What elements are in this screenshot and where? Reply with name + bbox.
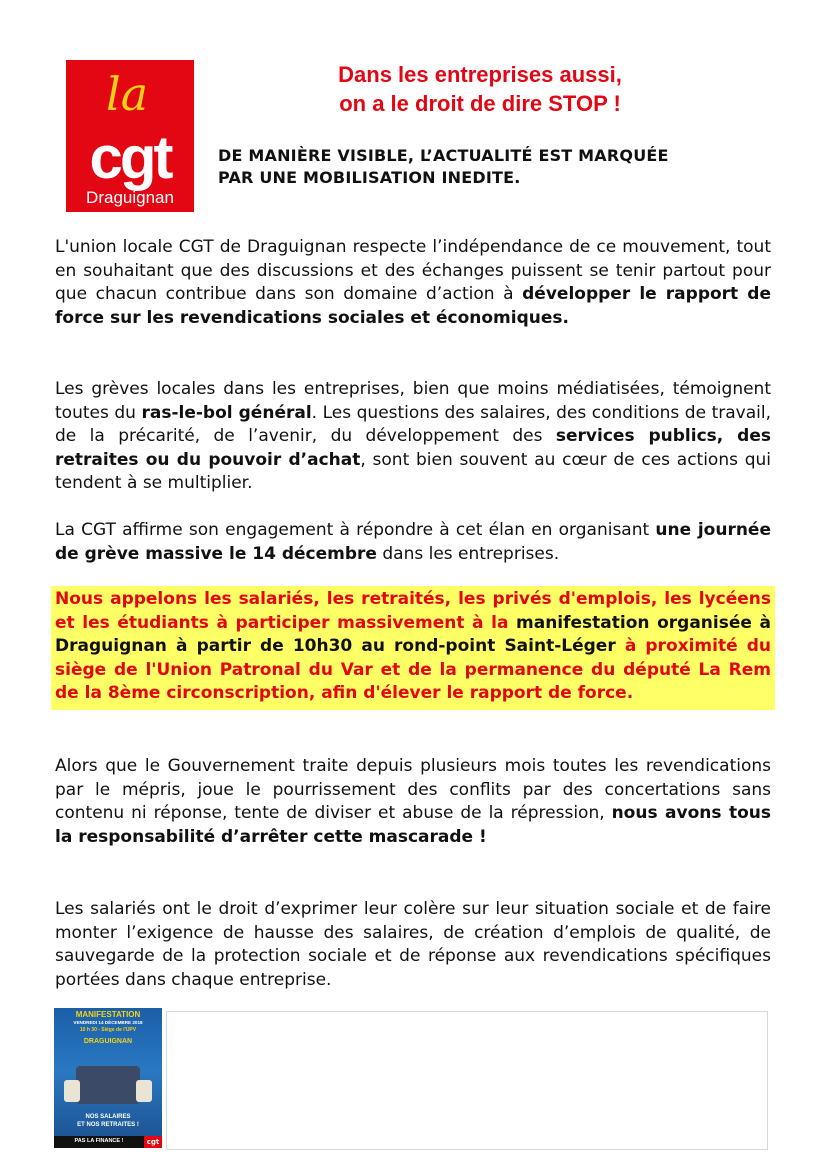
logo-acronym: cgt bbox=[89, 124, 171, 191]
p6-text: Les salariés ont le droit d’exprimer leur colère sur leur situation sociale et de faire monter l’exigence de hausse des salaires, de création d’emplois de qualité, de sauvegarde de la protection sociale et de réponse aux revendications spécifiques portées dans chaque entreprise. bbox=[55, 899, 771, 990]
poster-footer: PAS LA FINANCE ! bbox=[74, 1138, 124, 1144]
p5-bold: nous avons tous la responsabilité d’arrêter cette mascarade ! bbox=[55, 803, 771, 847]
p2-text-2: . Les questions des salaires, des conditions de travail, de la précarité, de l’avenir, du développement des bbox=[55, 402, 771, 446]
p3-bold: une journée de grève massive le 14 décembre bbox=[55, 520, 771, 564]
subtitle bbox=[218, 145, 788, 189]
cta-red-2: à proximité du siège de l'Union Patronal du Var et de la permanence du député La Rem de la 8ème circonscription, afin d'élever le rapport de force. bbox=[55, 636, 771, 703]
poster-trousers-image bbox=[76, 1066, 140, 1104]
empty-frame bbox=[166, 1011, 768, 1150]
poster-empty-pocket-left bbox=[64, 1080, 80, 1102]
poster-slogan-2: ET NOS RETRAITES ! bbox=[77, 1122, 139, 1128]
title-line-2: on a le droit de dire STOP ! bbox=[339, 91, 621, 116]
p1-text: L'union locale CGT de Draguignan respecte l’indépendance de ce mouvement, tout en souhaitant que des discussions et des échanges puissent se tenir partout pour que chacun contribue dans son domaine d’action à bbox=[55, 237, 771, 304]
poster-cgt-logo: cgt bbox=[144, 1136, 162, 1148]
p2-text-3: , sont bien souvent au cœur de ces actions qui tendent à se multiplier. bbox=[55, 449, 771, 493]
poster-thumbnail bbox=[54, 1008, 162, 1148]
poster-empty-pocket-right bbox=[136, 1080, 152, 1102]
paragraph-independence bbox=[55, 236, 771, 330]
p1-bold: développer le rapport de force sur les revendications sociales et économiques. bbox=[55, 284, 771, 328]
subtitle-line-1: DE MANIÈRE VISIBLE, L’ACTUALITÉ EST MARQUÉE bbox=[218, 146, 669, 165]
p3-text-2: dans les entreprises. bbox=[376, 543, 560, 564]
cta-red-1: Nous appelons les salariés, les retraités, les privés d'emplois, les lycéens et les étudiants à participer massivement à la bbox=[55, 589, 771, 633]
poster-slogan-1: NOS SALAIRES bbox=[85, 1114, 131, 1120]
cta-location: manifestation organisée à Draguignan à partir de 10h30 au rond-point Saint-Léger bbox=[55, 612, 771, 656]
logo-city: Draguignan bbox=[86, 188, 174, 207]
p2-bold-1: ras-le-bol général bbox=[141, 402, 312, 423]
cgt-logo bbox=[66, 60, 194, 212]
paragraph-strikes bbox=[55, 378, 771, 496]
paragraph-government bbox=[55, 755, 771, 849]
p2-bold-2: services publics, des retraites ou du pouvoir d’achat bbox=[55, 426, 771, 470]
p5-text: Alors que le Gouvernement traite depuis plusieurs mois toutes les revendications par le mépris, joue le pourrissement des conflits par des concertations sans contenu ni réponse, tente de diviser et abuse de la répression, bbox=[55, 756, 771, 823]
poster-date: VENDREDI 14 DÉCEMBRE 2018 bbox=[73, 1020, 143, 1025]
call-to-action bbox=[51, 586, 775, 710]
logo-script: la bbox=[106, 67, 149, 121]
poster-place: 10 h 30 - Siège de l'UPV bbox=[79, 1027, 137, 1033]
paragraph-rights bbox=[55, 898, 771, 992]
p2-text-1: Les grèves locales dans les entreprises, bien que moins médiatisées, témoignent toutes du bbox=[55, 379, 771, 423]
page-title bbox=[230, 60, 730, 118]
poster-headline: MANIFESTATION bbox=[75, 1010, 141, 1019]
paragraph-strike-day bbox=[55, 519, 771, 566]
poster-city: DRAGUIGNAN bbox=[83, 1038, 133, 1045]
title-line-1: Dans les entreprises aussi, bbox=[338, 62, 622, 87]
p3-text-1: La CGT affirme son engagement à répondre à cet élan en organisant bbox=[55, 520, 656, 540]
subtitle-line-2: PAR UNE MOBILISATION INEDITE. bbox=[218, 168, 521, 187]
